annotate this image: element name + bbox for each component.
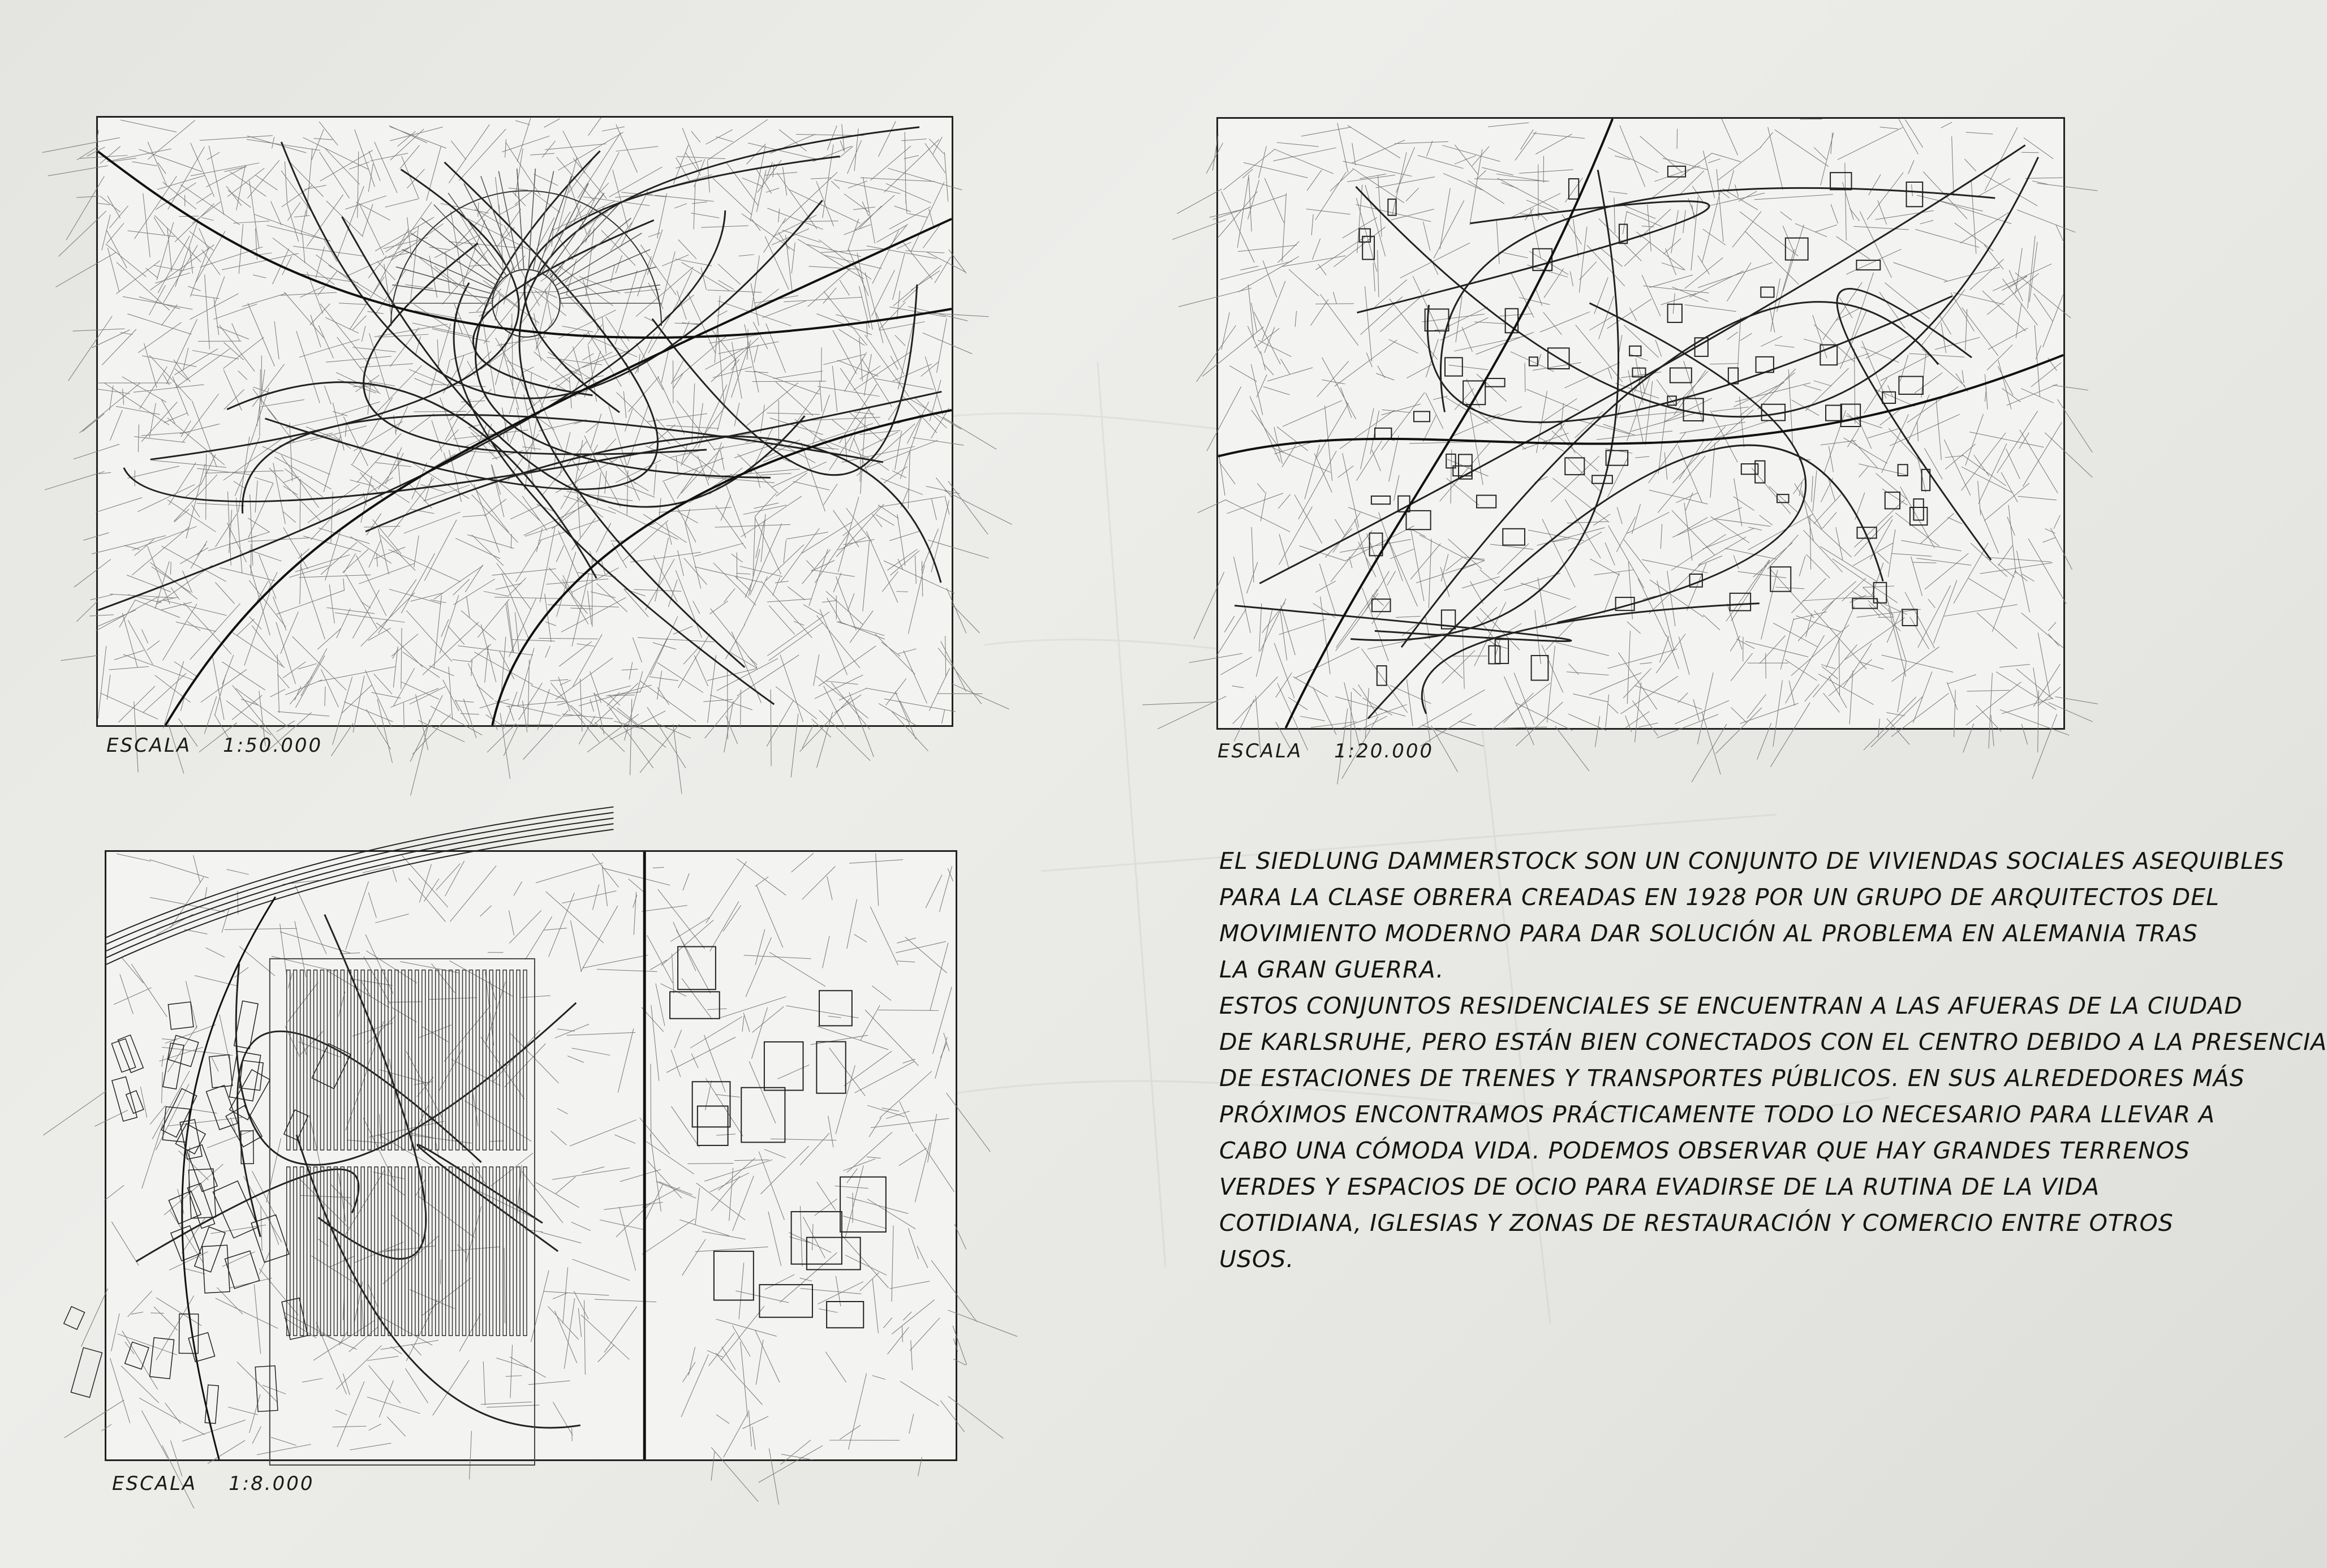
site-map-drawing <box>106 852 956 1459</box>
scale-label-map-3 <box>112 1472 315 1495</box>
description-line: ESTOS CONJUNTOS RESIDENCIALES SE ENCUENTRAN A LAS AFUERAS DE LA CIUDAD <box>1219 992 2243 1019</box>
description-line: USOS. <box>1219 1246 1294 1273</box>
scale-value: 1:50.000 <box>223 734 323 757</box>
description-line: PARA LA CLASE OBRERA CREADAS EN 1928 POR UN GRUPO DE ARQUITECTOS DEL <box>1219 884 2220 911</box>
city-map-karlsruhe <box>96 116 953 727</box>
site-map-siedlung <box>105 850 957 1461</box>
city-map-drawing <box>98 118 952 725</box>
description-line: DE ESTACIONES DE TRENES Y TRANSPORTES PÚBLICOS. EN SUS ALREDEDORES MÁS <box>1219 1065 2245 1092</box>
description-text <box>1219 843 2327 1277</box>
scale-label-map-2 <box>1218 740 1434 763</box>
district-map-drawing <box>1218 119 2063 728</box>
scale-label-map-1 <box>106 734 322 757</box>
description-line: COTIDIANA, IGLESIAS Y ZONAS DE RESTAURACIÓN Y COMERCIO ENTRE OTROS <box>1219 1209 2174 1237</box>
scale-word: ESCALA <box>1218 740 1303 763</box>
scale-value: 1:20.000 <box>1334 740 1434 763</box>
scale-word: ESCALA <box>112 1472 197 1495</box>
district-map-dammerstock <box>1216 117 2065 730</box>
scale-word: ESCALA <box>106 734 192 757</box>
description-line: PRÓXIMOS ENCONTRAMOS PRÁCTICAMENTE TODO LO NECESARIO PARA LLEVAR A <box>1219 1101 2216 1128</box>
description-line: EL SIEDLUNG DAMMERSTOCK SON UN CONJUNTO DE VIVIENDAS SOCIALES ASEQUIBLES <box>1219 847 2285 875</box>
description-line: LA GRAN GUERRA. <box>1219 956 1444 983</box>
description-line: VERDES Y ESPACIOS DE OCIO PARA EVADIRSE DE LA RUTINA DE LA VIDA <box>1219 1173 2100 1200</box>
description-line: CABO UNA CÓMODA VIDA. PODEMOS OBSERVAR QUE HAY GRANDES TERRENOS <box>1219 1137 2190 1164</box>
description-line: MOVIMIENTO MODERNO PARA DAR SOLUCIÓN AL PROBLEMA EN ALEMANIA TRAS <box>1219 920 2199 947</box>
scale-value: 1:8.000 <box>229 1472 315 1495</box>
description-line: DE KARLSRUHE, PERO ESTÁN BIEN CONECTADOS CON EL CENTRO DEBIDO A LA PRESENCIA <box>1219 1028 2327 1056</box>
